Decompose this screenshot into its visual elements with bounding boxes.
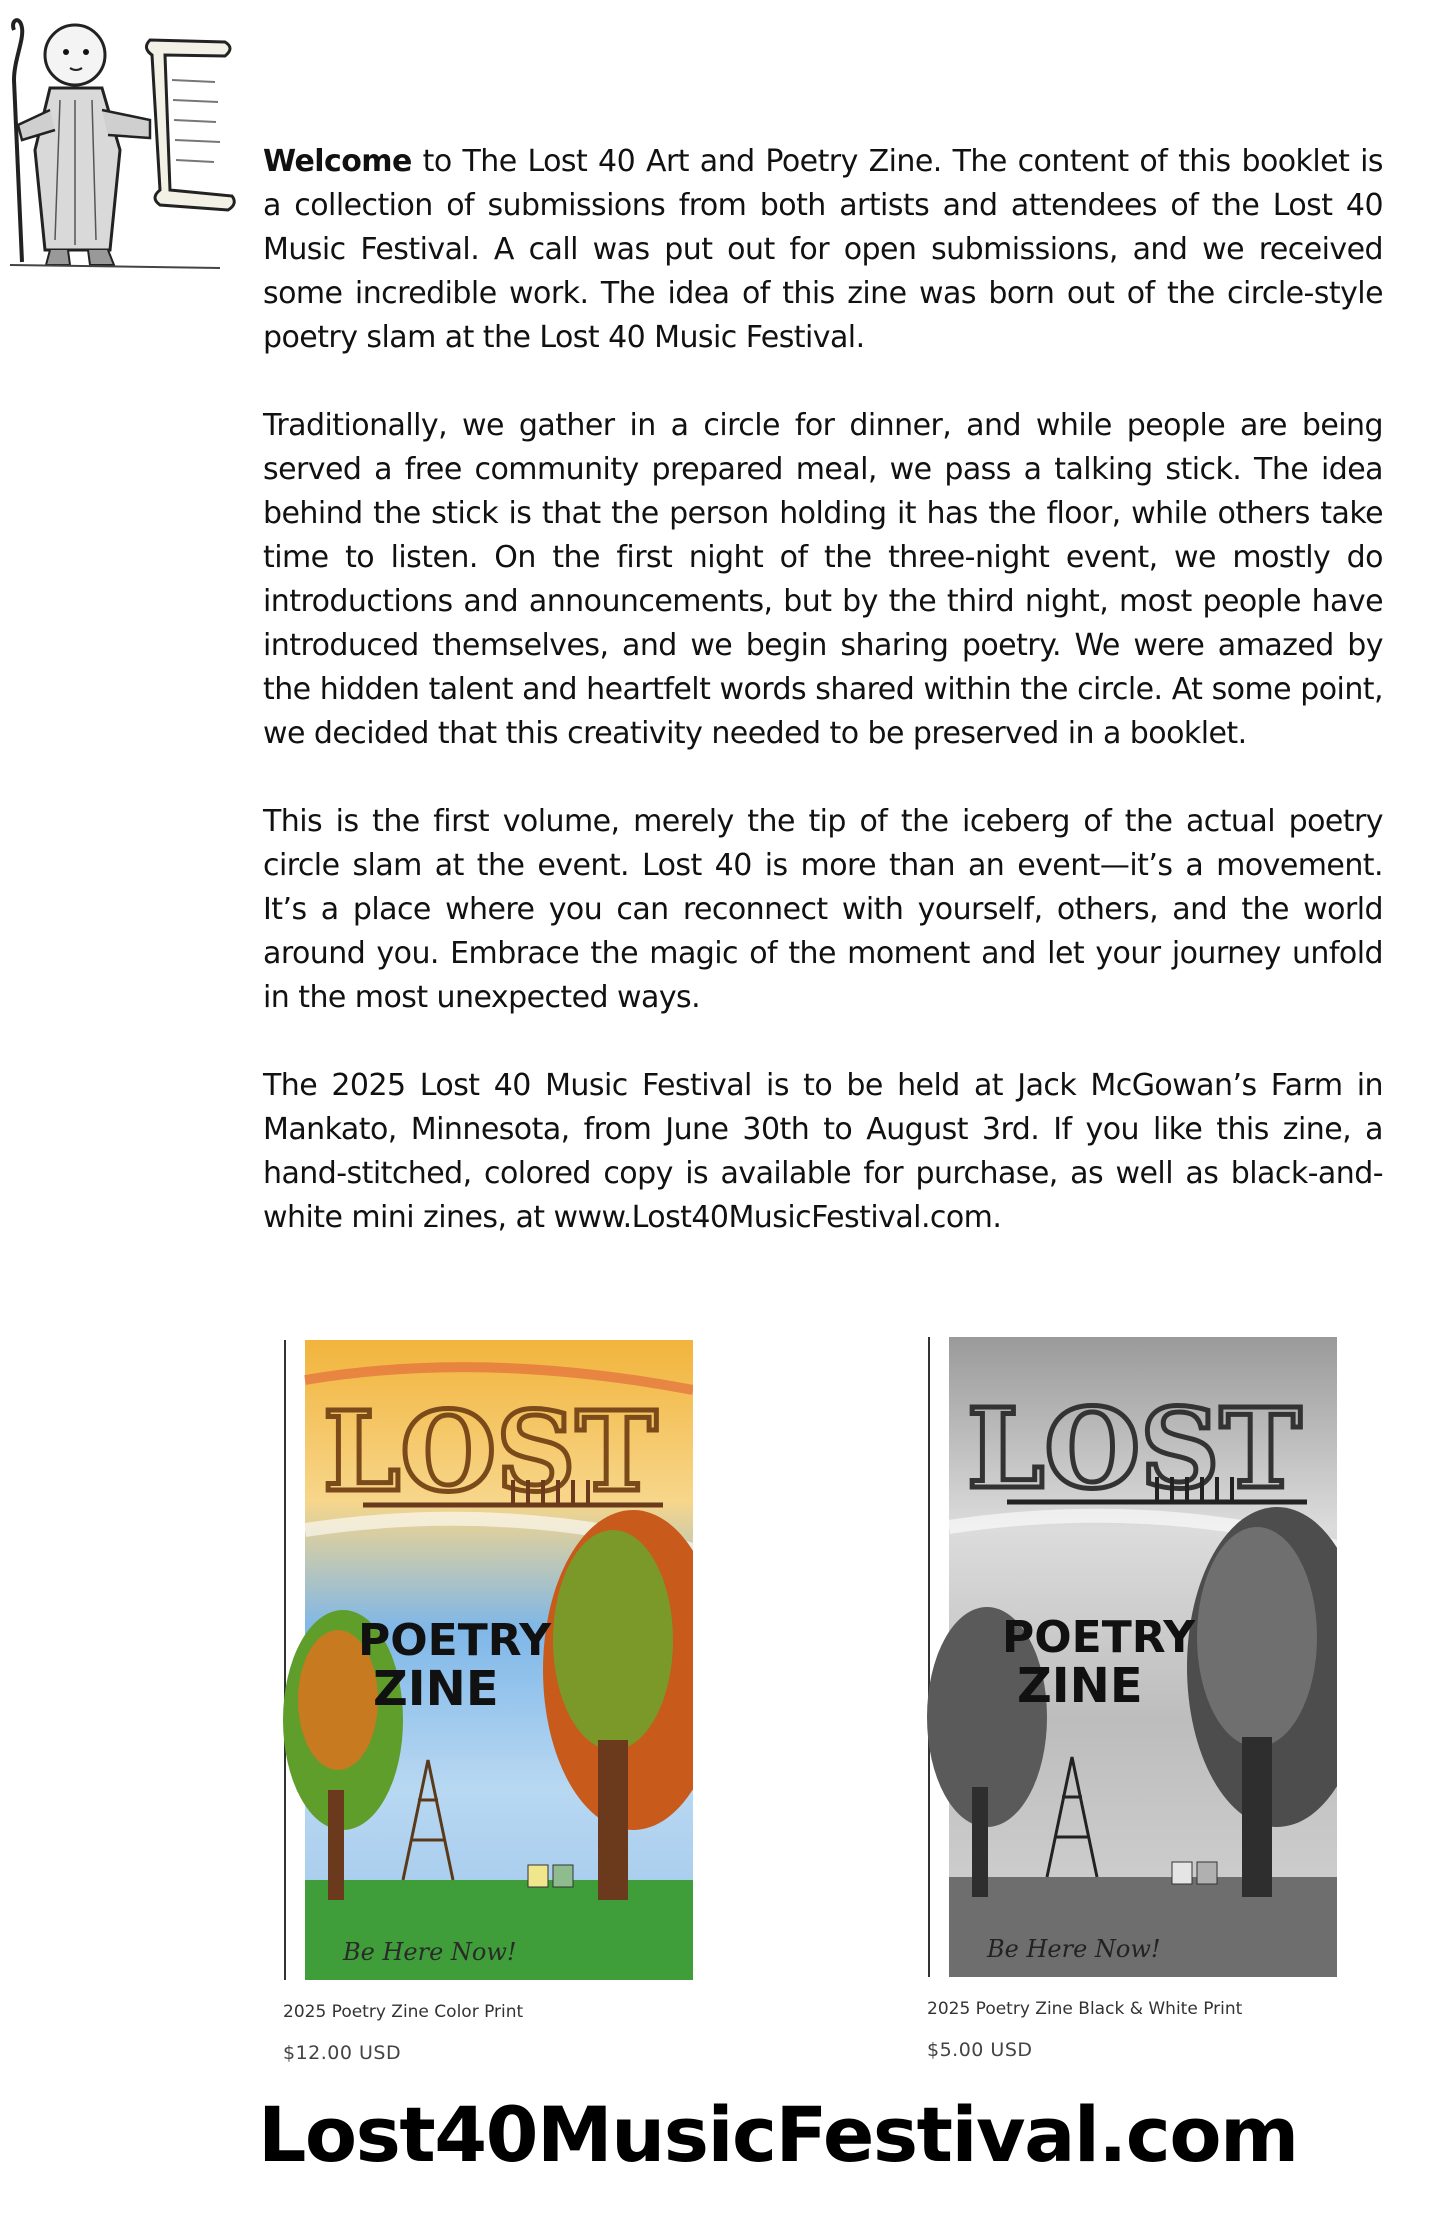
cover-tagline: Be Here Now!	[987, 1935, 1161, 1963]
paragraph-first-volume: This is the first volume, merely the tip of the iceberg of the actual poetry circle slam at the event. Lost 40 is more than an event—it’s a movement. It’s a place where you can reconnect with yourself, others, and the world around you. Embrace the magic of the moment and let your journey unfold in the most unexpected ways.	[263, 804, 1383, 1015]
product-price: $12.00 USD	[283, 2042, 402, 2064]
cover-logo-text: LOST	[323, 1387, 658, 1516]
cover-poetry-text: POETRY	[1002, 1612, 1196, 1663]
paragraph-festival-info: The 2025 Lost 40 Music Festival is to be held at Jack McGowan’s Farm in Mankato, Minnesota, from June 30th to August 3rd. If you like this zine, a hand-stitched, colored copy is available for purchase, as well as black-and-white mini zines, at www.Lost40MusicFestival.com.	[263, 1068, 1383, 1235]
bw-cover-image[interactable]	[927, 1337, 1337, 1977]
welcome-rest: to The Lost 40 Art and Poetry Zine. The content of this booklet is a collection of submissions from both artists and attendees of the Lost 40 Music Festival. A call was put out for open submissions, and we received some incredible work. The idea of this zine was born out of the circle-style poetry slam at the Lost 40 Music Festival.	[263, 144, 1383, 355]
welcome-bold: Welcome	[263, 144, 412, 179]
mascot-illustration	[0, 0, 240, 275]
intro-text	[263, 140, 1383, 1284]
product-price: $5.00 USD	[927, 2039, 1033, 2061]
cover-zine-text: ZINE	[1017, 1658, 1143, 1714]
product-title[interactable]: 2025 Poetry Zine Black & White Print	[927, 1999, 1243, 2019]
cover-tagline: Be Here Now!	[343, 1938, 517, 1966]
cover-poetry-text: POETRY	[358, 1615, 552, 1666]
hooded-figure-with-scroll-icon	[0, 0, 240, 275]
cover-logo-text: LOST	[967, 1384, 1302, 1513]
paragraph-talking-stick: Traditionally, we gather in a circle for dinner, and while people are being served a free community prepared meal, we pass a talking stick. The idea behind the stick is that the person holding it has the floor, while others take time to listen. On the first night of the three-night event, we mostly do introductions and announcements, but by the third night, most people have introduced themselves, and we begin sharing poetry. We were amazed by the hidden talent and heartfelt words shared within the circle. At some point, we decided that this creativity needed to be preserved in a booklet.	[263, 408, 1383, 751]
cover-zine-text: ZINE	[373, 1661, 499, 1717]
color-cover-image[interactable]	[283, 1340, 693, 1980]
festival-website-url[interactable]: Lost40MusicFestival.com	[258, 2090, 1298, 2179]
product-title[interactable]: 2025 Poetry Zine Color Print	[283, 2002, 524, 2022]
paragraph-welcome	[263, 140, 1383, 360]
